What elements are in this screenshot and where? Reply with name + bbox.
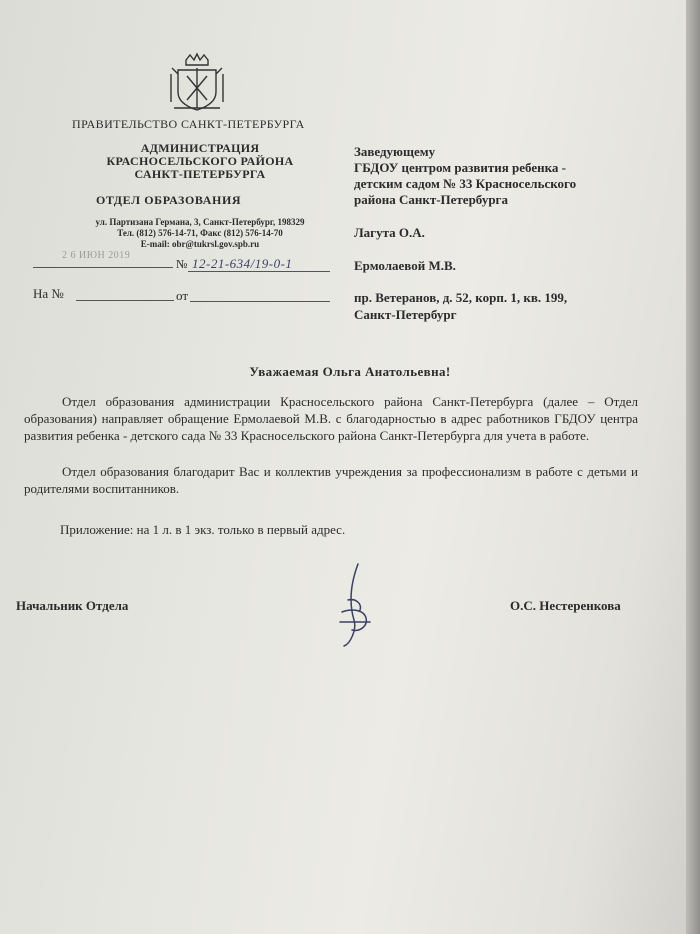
government-title: ПРАВИТЕЛЬСТВО САНКТ-ПЕТЕРБУРГА: [72, 117, 305, 131]
date-stamp: 2 6 ИЮН 2019: [62, 250, 131, 261]
department-address: ул. Партизана Германа, 3, Санкт-Петербург, 198329: [95, 217, 305, 227]
recipient-name-2: Ермолаевой М.В.: [354, 258, 456, 273]
date-underline: [33, 267, 173, 268]
handwritten-signature: [330, 560, 380, 650]
coat-of-arms-emblem: [168, 52, 226, 114]
number-label: №: [176, 257, 188, 271]
greeting: Уважаемая Ольга Анатольевна!: [249, 364, 451, 379]
administration-title: АДМИНИСТРАЦИЯ КРАСНОСЕЛЬСКОГО РАЙОНА САНКТ-ПЕТЕРБУРГА: [106, 141, 294, 181]
department-title: ОТДЕЛ ОБРАЗОВАНИЯ: [96, 193, 242, 207]
reference-from-underline: [190, 301, 330, 302]
body-paragraph-1: Отдел образования администрации Красносельского района Санкт-Петербурга (далее – Отдел образования) направляет обращение Ермолаевой М.В. с благодарностью в адрес работников ГБДОУ центра развития ребенка - детского сада № 33 Красносельского района Санкт-Петербурга для учета в работе.: [24, 394, 638, 443]
page-edge: [686, 0, 700, 934]
department-phones: Тел. (812) 576-14-71, Факс (812) 576-14-70: [117, 228, 283, 238]
signatory-name: О.С. Нестеренкова: [510, 598, 621, 613]
attachment-note: Приложение: на 1 л. в 1 экз. только в первый адрес.: [60, 522, 346, 537]
department-contacts: [60, 217, 340, 250]
reference-label: На №: [33, 286, 64, 301]
recipient-block: Заведующему ГБДОУ центром развития ребенка - детским садом № 33 Красносельского района Санкт-Петербурга: [354, 144, 577, 207]
body-paragraph-2: Отдел образования благодарит Вас и коллектив учреждения за профессионализм в работе с детьми и родителями воспитанников.: [24, 464, 638, 496]
recipient-name-1: Лагута О.А.: [354, 225, 425, 240]
department-email: E-mail: obr@tukrsl.gov.spb.ru: [140, 239, 260, 249]
reference-underline: [76, 300, 174, 301]
signatory-position: Начальник Отдела: [16, 598, 129, 613]
reference-from-label: от: [176, 288, 189, 303]
recipient-address: пр. Ветеранов, д. 52, корп. 1, кв. 199, Санкт-Петербург: [354, 290, 568, 322]
registration-number: 12-21-634/19-0-1: [192, 256, 293, 271]
number-underline: [188, 271, 330, 272]
